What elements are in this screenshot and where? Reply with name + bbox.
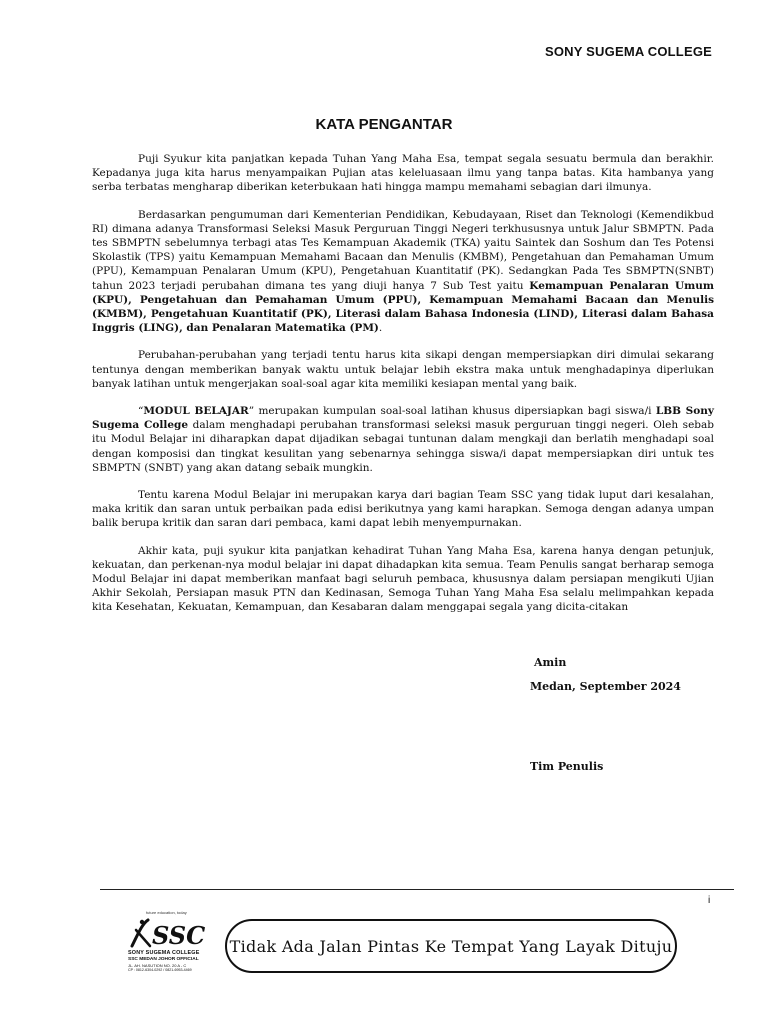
page-number: i xyxy=(708,895,711,906)
paragraph-2-end: . xyxy=(378,322,383,335)
body-text xyxy=(92,152,714,628)
paragraph-2 xyxy=(92,208,714,336)
logo-name: SONY SUGEMA COLLEGE xyxy=(128,950,200,956)
logo-official: SSC MEDAN JOHOR OFFICIAL xyxy=(128,957,199,962)
paragraph-3: Perubahan-perubahan yang terjadi tentu harus kita sikapi dengan mempersiapkan diri dimulai sekarang tentunya dengan memberikan banyak waktu untuk belajar lebih ekstra maka untuk menghadapinya diperlukan banyak latihan untuk mengerjakan soal-soal agar kita memiliki kesiapan mental yang baik. xyxy=(92,349,714,390)
paragraph-4-module-name: MODUL BELAJAR xyxy=(143,405,249,418)
paragraph-1: Puji Syukur kita panjatkan kepada Tuhan Yang Maha Esa, tempat segala sesuatu bermula dan berakhir. Kepadanya juga kita harus menyampaikan Pujian atas keleluasaan ilmu yang tanpa batas. Kita hambanya yang serba terbatas mengharap diberikan keterbukaan hati hingga mampu memahami sebagian dari ilmunya. xyxy=(92,153,714,194)
motto-box xyxy=(225,919,677,973)
ssc-logo xyxy=(128,910,212,972)
paragraph-6: Akhir kata, puji syukur kita panjatkan kehadirat Tuhan Yang Maha Esa, karena hanya dengan petunjuk, kekuatan, dan perkenan-nya modul belajar ini dapat dihadapkan kita semua. Team Penulis sangat berharap semoga Modul Belajar ini dapat memberikan manfaat bagi seluruh pembaca, khususnya dalam persiapan mengikuti Ujian Akhir Sekolah, Persiapan masuk PTN dan Kedinasan, Semoga Tuhan Yang Maha Esa selalu melimpahkan kepada kita Kesehatan, Kekuatan, Kemampuan, dan Kesabaran dalam menggapai segala yang dicita-citakan xyxy=(92,544,714,614)
paragraph-4-lbb-name: LBB Sony Sugema College xyxy=(92,405,714,432)
closing-place-date: Medan, September 2024 xyxy=(530,680,681,693)
paragraph-4-open-quote: “ xyxy=(138,405,144,418)
paragraph-4 xyxy=(92,404,714,475)
ssc-logo-mark-icon xyxy=(128,916,212,950)
paragraph-4-rest: dalam menghadapi perubahan transformasi seleksi masuk perguruan tinggi negeri. Oleh sebab itu Modul Belajar ini diharapkan dapat dijadikan sebagai tuntunan dalam mengkaji dan berlatih menghadapi soal dengan komposisi dan tingkat kesulitan yang sebenarnya sehingga siswa/i dapat mempersiapkan diri untuk tes SBMPTN (SNBT) yang akan datang sebaik mungkin. xyxy=(92,419,714,474)
closing-team: Tim Penulis xyxy=(530,760,604,773)
closing-amin: Amin xyxy=(534,656,567,669)
svg-text:SSC: SSC xyxy=(152,921,206,950)
paragraph-4-mid: ” merupakan kumpulan soal-soal latihan khusus dipersiapkan bagi siswa/i xyxy=(248,405,656,418)
header-college-name: SONY SUGEMA COLLEGE xyxy=(544,44,712,59)
page-title: KATA PENGANTAR xyxy=(315,116,453,133)
logo-address: JL. AH. NASUTION NO. 20 A - C xyxy=(128,963,187,968)
logo-tagline: future education, today xyxy=(146,910,187,915)
paragraph-2-text: Berdasarkan pengumuman dari Kementerian Pendidikan, Kebudayaan, Riset dan Teknologi (Kemendikbud RI) dimana adanya Transformasi Seleksi Masuk Perguruan Tinggi Negeri terkhususnya untuk Jalur SBMPTN. Pada tes SBMPTN sebelumnya terbagi atas Tes Kemampuan Akademik (TKA) yaitu Saintek dan Soshum dan Tes Potensi Skolastik (TPS) yaitu Kemampuan Memahami Bacaan dan Menulis (KMBM), Pengetahuan dan Pemahaman Umum (PPU), Kemampuan Penalaran Umum (KPU), Pengetahuan Kuantitatif (PK). Sedangkan Pada Tes SBMPTN(SNBT) tahun 2023 terjadi perubahan dimana tes yang diuji hanya 7 Sub Test yaitu xyxy=(92,208,714,292)
footer-divider xyxy=(100,889,734,890)
paragraph-2-subtests: Kemampuan Penalaran Umum (KPU), Pengetahuan dan Pemahaman Umum (PPU), Kemampuan Memahami Bacaan dan Menulis (KMBM), Pengetahuan Kuantitatif (PK), Literasi dalam Bahasa Indonesia (LIND), Literasi dalam Bahasa Inggris (LING), dan Penalaran Matematika (PM) xyxy=(92,279,715,335)
paragraph-5: Tentu karena Modul Belajar ini merupakan karya dari bagian Team SSC yang tidak luput dari kesalahan, maka kritik dan saran untuk perbaikan pada edisi berikutnya yang kami harapkan. Semoga dengan adanya umpan balik berupa kritik dan saran dari pembaca, kami dapat lebih menyempurnakan. xyxy=(92,489,714,530)
motto-text: Tidak Ada Jalan Pintas Ke Tempat Yang Layak Dituju xyxy=(229,936,673,956)
logo-phone: CP : 0812-6304-0292 / 0821-6953-4469 xyxy=(128,968,192,972)
